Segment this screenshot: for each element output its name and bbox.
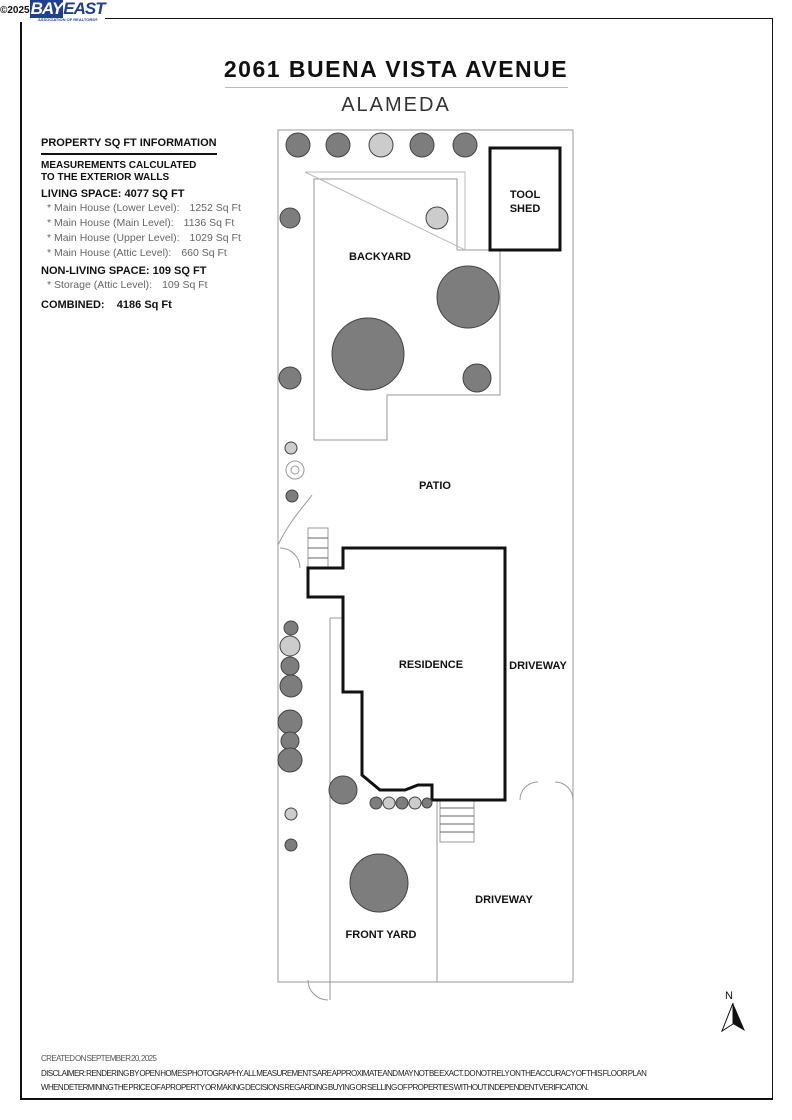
- shrub-icon: [396, 797, 408, 809]
- combined-total: COMBINED: 4186 Sq Ft: [41, 299, 172, 311]
- shrub-icon: [369, 133, 393, 157]
- shrub-icon: [278, 710, 302, 734]
- logo-bay: BAY: [30, 0, 63, 18]
- gate-arc: [308, 980, 328, 1000]
- label-driveway-front: DRIVEWAY: [475, 894, 533, 906]
- copyright: ©2025: [0, 5, 30, 16]
- shrub-icon: [426, 207, 448, 229]
- measure-note-1: MEASUREMENTS CALCULATED: [41, 160, 197, 171]
- gate-arc: [520, 782, 573, 800]
- lot-boundary: [278, 130, 573, 982]
- list-item: * Main House (Upper Level): 1029 Sq Ft: [47, 232, 241, 244]
- disclaimer-line-1: DISCLAIMER: RENDERING BY OPEN HOMES PHOTOGRAPHY. ALL MEASUREMENTS ARE APPROXIMATE AND MAY NOT BE EXACT. DO NOT RELY ON THE ACCURACY OF THIS FLOOR PLAN: [41, 1068, 647, 1078]
- shrub-icon: [280, 675, 302, 697]
- fountain-center: [291, 466, 299, 474]
- shrub-icon: [286, 133, 310, 157]
- logo-tagline: ASSOCIATION OF REALTORS®: [38, 17, 98, 22]
- shrub-icon: [280, 636, 300, 656]
- shrub-icon: [409, 797, 421, 809]
- shrub-icon: [281, 732, 299, 750]
- list-item: * Main House (Attic Level): 660 Sq Ft: [47, 247, 227, 259]
- city-name: ALAMEDA: [341, 94, 451, 116]
- path-curve: [278, 495, 312, 545]
- shrub-icon: [463, 364, 491, 392]
- tree-icon: [350, 854, 408, 912]
- shrub-icon: [285, 808, 297, 820]
- north-arrow-icon: [733, 1003, 745, 1031]
- shrub-icon: [278, 748, 302, 772]
- shrub-icon: [280, 208, 300, 228]
- label-tool: TOOL: [509, 189, 541, 201]
- measure-note-2: TO THE EXTERIOR WALLS: [41, 172, 170, 183]
- disclaimer-line-2: WHEN DETERMINING THE PRICE OF A PROPERTY OR MAKING DECISIONS REGARDING BUYING OR SELLING OF PROPERTIES WITHOUT INDEPENDENT VERIFICATION.: [41, 1083, 589, 1092]
- shrub-icon: [279, 367, 301, 389]
- label-backyard: BACKYARD: [349, 251, 411, 263]
- tree-icon: [332, 318, 404, 390]
- logo-east: EAST: [63, 0, 105, 18]
- list-item: * Main House (Main Level): 1136 Sq Ft: [47, 217, 235, 229]
- created-date: CREATED ON SEPTEMBER 20, 2025: [41, 1054, 157, 1063]
- residence-outline: [308, 548, 505, 800]
- gate-arc: [280, 548, 300, 568]
- label-residence: RESIDENCE: [398, 659, 464, 671]
- label-shed: SHED: [509, 203, 541, 215]
- shrub-icon: [286, 490, 298, 502]
- shrub-icon: [453, 133, 477, 157]
- tree-icon: [437, 266, 499, 328]
- shrub-icon: [329, 776, 357, 804]
- shrub-icon: [281, 657, 299, 675]
- shrub-icon: [326, 133, 350, 157]
- info-heading: PROPERTY SQ FT INFORMATION: [41, 137, 217, 155]
- label-patio: PATIO: [419, 480, 451, 492]
- shrub-icon: [422, 798, 432, 808]
- front-stairs: [440, 800, 474, 842]
- north-label: N: [725, 990, 733, 1002]
- label-front-yard: FRONT YARD: [345, 929, 417, 941]
- fountain: [286, 461, 304, 479]
- page-title: 2061 BUENA VISTA AVENUE: [223, 56, 569, 82]
- shrub-icon: [370, 797, 382, 809]
- shrub-icon: [410, 133, 434, 157]
- footer: [41, 1052, 646, 1096]
- shrub-icon: [383, 797, 395, 809]
- north-arrow-icon: [722, 1003, 733, 1031]
- non-living-space-total: NON-LIVING SPACE: 109 SQ FT: [41, 265, 207, 277]
- shrub-icon: [285, 839, 297, 851]
- list-item: * Main House (Lower Level): 1252 Sq Ft: [47, 202, 241, 214]
- shrub-icon: [284, 621, 298, 635]
- shrub-icon: [285, 442, 297, 454]
- list-item: * Storage (Attic Level): 109 Sq Ft: [47, 279, 208, 291]
- living-space-total: LIVING SPACE: 4077 SQ FT: [41, 188, 185, 200]
- label-driveway: DRIVEWAY: [509, 660, 567, 672]
